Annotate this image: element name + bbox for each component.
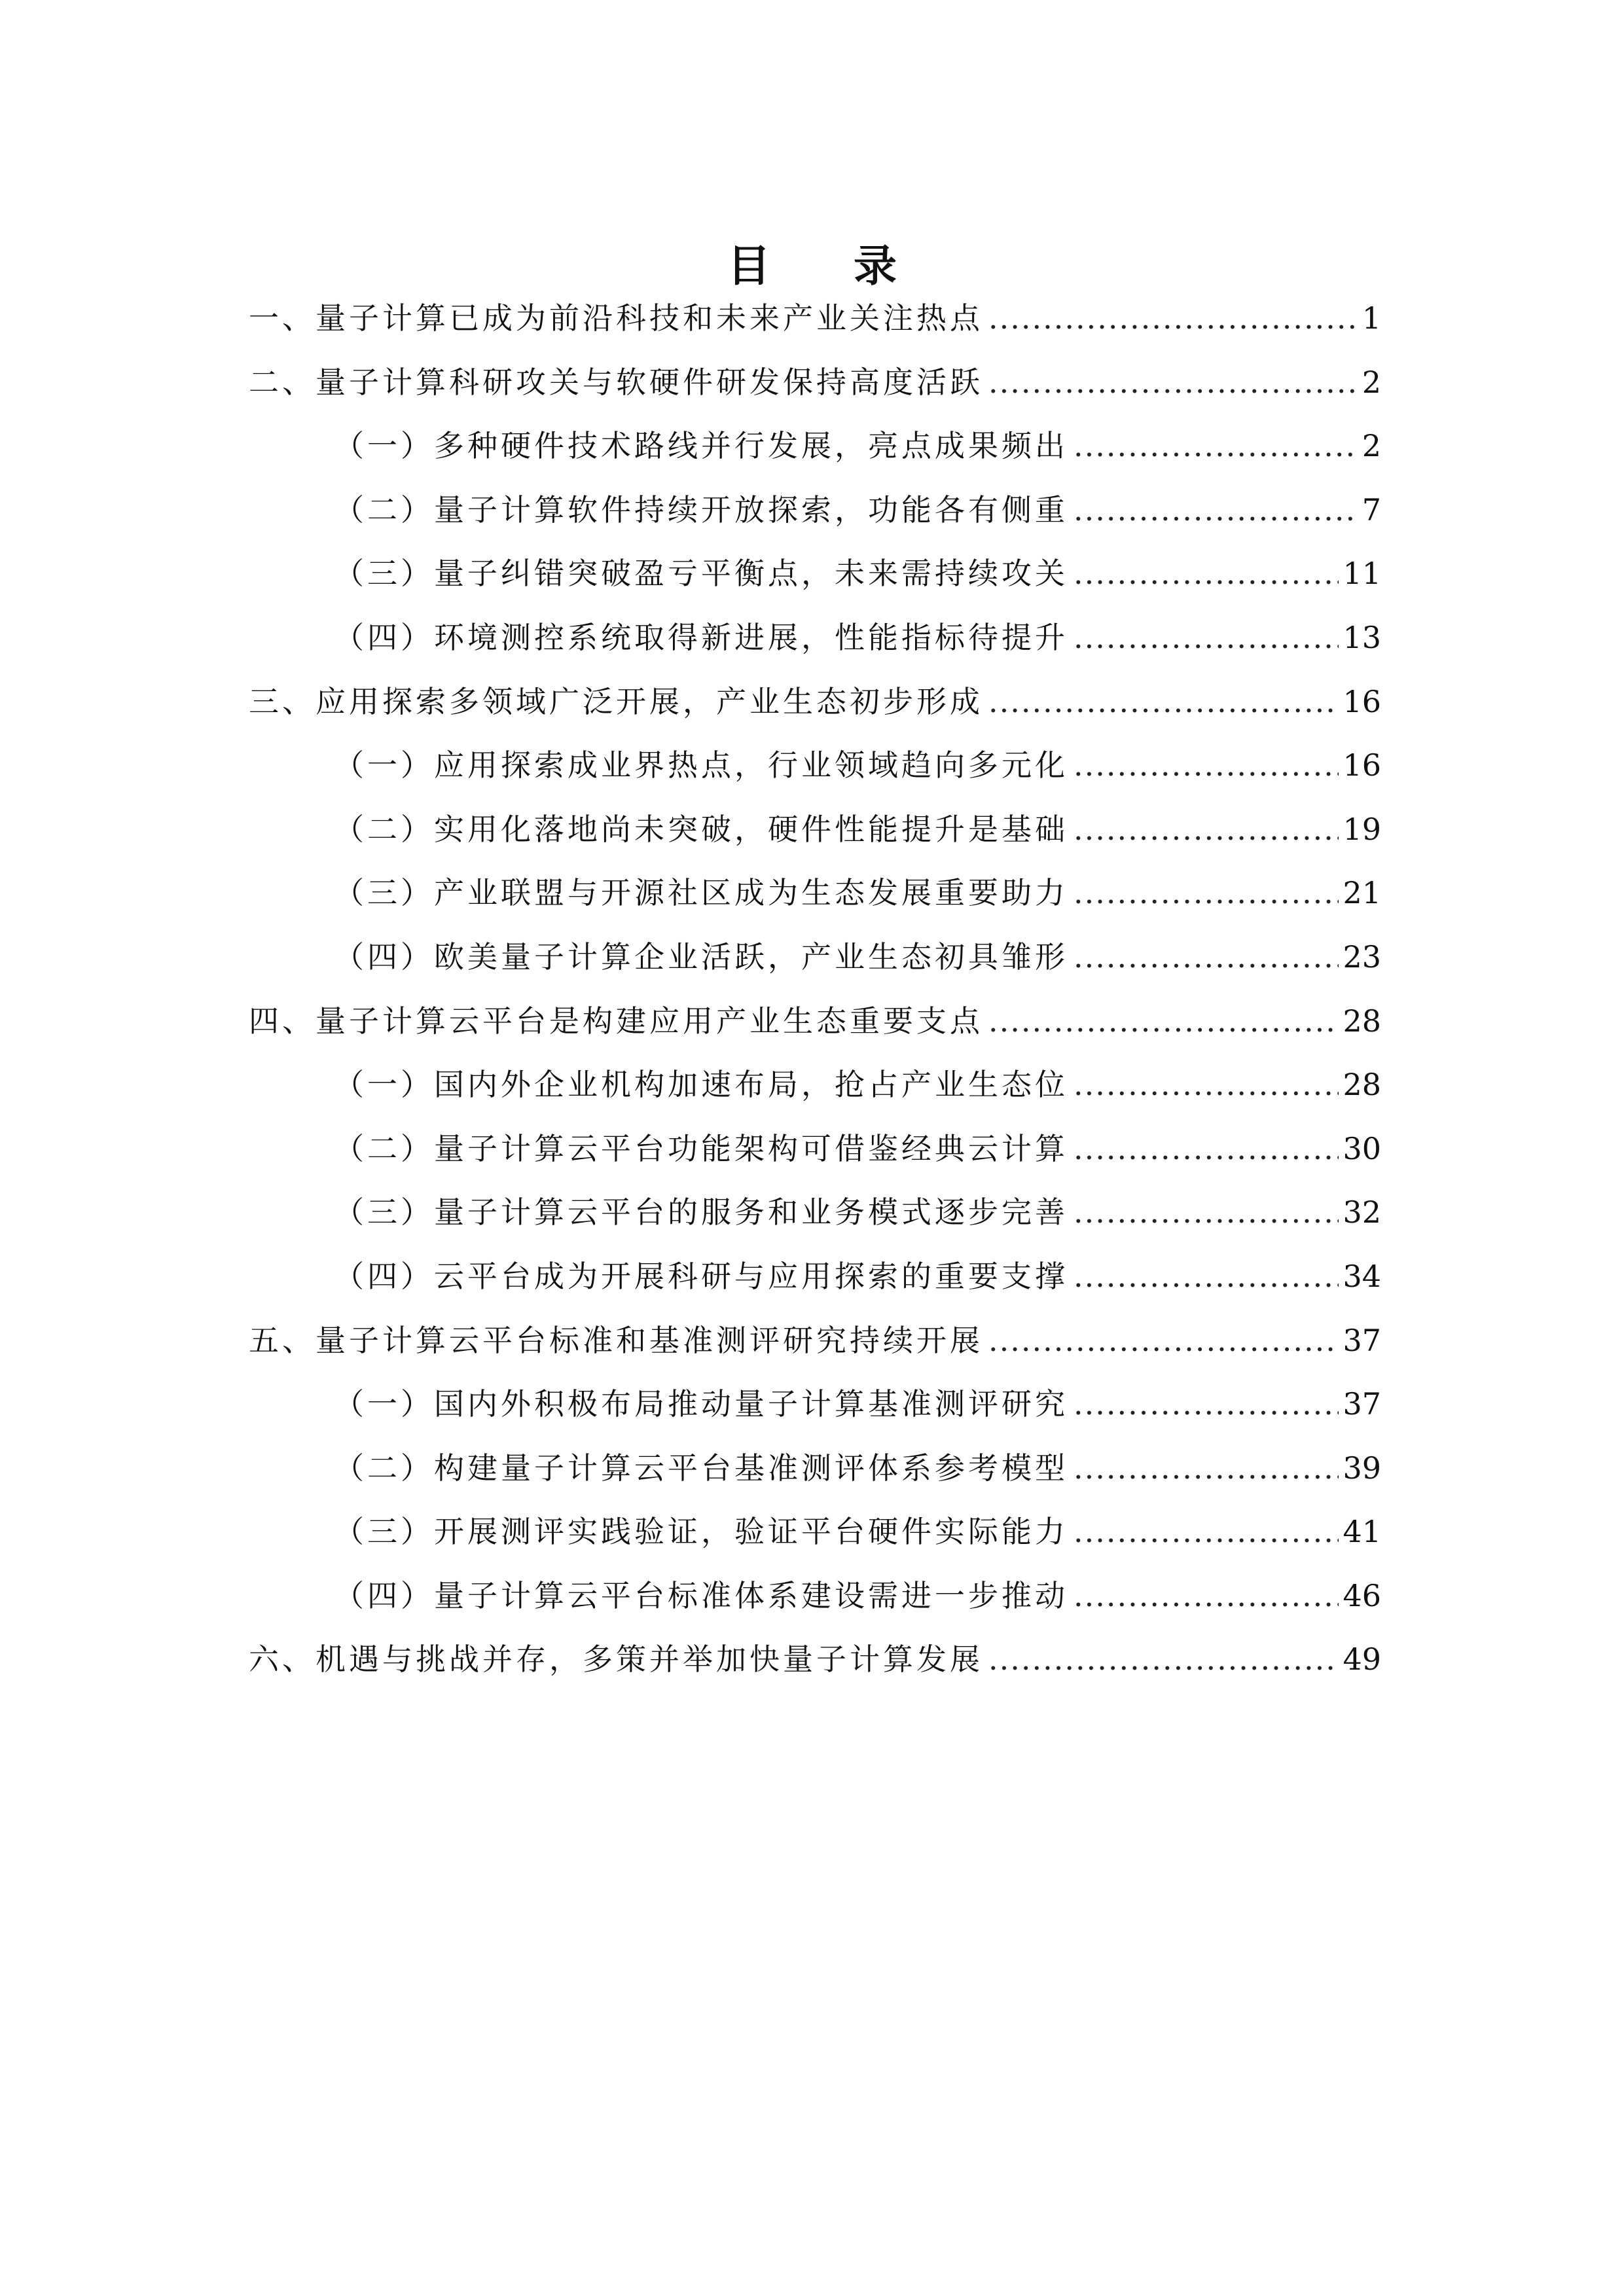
- toc-entry-3-2[interactable]: [249, 798, 1381, 862]
- table-of-contents: [249, 287, 1381, 1692]
- toc-page-number: 13: [1343, 619, 1381, 655]
- toc-dot-leader: [1074, 606, 1339, 670]
- toc-dot-leader: [988, 990, 1339, 1054]
- toc-dot-leader: [1074, 861, 1339, 925]
- toc-entry-2-4[interactable]: [249, 606, 1381, 670]
- toc-entry-title: 五、量子计算云平台标准和基准测评研究持续开展: [249, 1322, 983, 1358]
- toc-entry-title: 四、量子计算云平台是构建应用产业生态重要支点: [249, 1003, 983, 1039]
- toc-entry-title: （三）量子纠错突破盈亏平衡点，未来需持续攻关: [334, 556, 1068, 592]
- toc-entry-2-1[interactable]: [249, 414, 1381, 478]
- toc-dot-leader: [1074, 1053, 1339, 1117]
- toc-entry-2-2[interactable]: [249, 478, 1381, 543]
- toc-entry-title: （一）应用探索成业界热点，行业领域趋向多元化: [334, 747, 1068, 783]
- toc-entry-title: 三、应用探索多领域广泛开展，产业生态初步形成: [249, 683, 983, 719]
- toc-dot-leader: [1074, 414, 1358, 478]
- toc-entry-title: （二）量子计算云平台功能架构可借鉴经典云计算: [334, 1130, 1068, 1166]
- toc-entry-title: （二）构建量子计算云平台基准测评体系参考模型: [334, 1450, 1068, 1486]
- toc-entry-title: （三）开展测评实践验证，验证平台硬件实际能力: [334, 1514, 1068, 1550]
- toc-entry-title: （一）国内外积极布局推动量子计算基准测评研究: [334, 1386, 1068, 1422]
- toc-page-number: 23: [1343, 939, 1381, 975]
- toc-entry-title: （三）量子计算云平台的服务和业务模式逐步完善: [334, 1194, 1068, 1230]
- toc-entry-title: （四）量子计算云平台标准体系建设需进一步推动: [334, 1577, 1068, 1613]
- toc-entry-title: （二）量子计算软件持续开放探索，功能各有侧重: [334, 492, 1068, 528]
- toc-entry-4-4[interactable]: [249, 1245, 1381, 1309]
- toc-dot-leader: [1074, 1564, 1339, 1628]
- toc-entry-2-3[interactable]: [249, 542, 1381, 606]
- toc-dot-leader: [1074, 798, 1339, 862]
- toc-dot-leader: [1074, 1117, 1339, 1181]
- toc-entry-3[interactable]: [249, 670, 1381, 734]
- toc-page-number: 37: [1343, 1386, 1381, 1422]
- toc-entry-2[interactable]: [249, 351, 1381, 415]
- toc-entry-title: 二、量子计算科研攻关与软硬件研发保持高度活跃: [249, 364, 983, 400]
- toc-entry-5-3[interactable]: [249, 1500, 1381, 1564]
- toc-entry-4-3[interactable]: [249, 1181, 1381, 1245]
- toc-dot-leader: [988, 351, 1358, 415]
- toc-dot-leader: [1074, 1372, 1339, 1437]
- toc-page-number: 46: [1343, 1577, 1381, 1613]
- toc-entry-3-1[interactable]: [249, 734, 1381, 798]
- toc-dot-leader: [1074, 1437, 1339, 1501]
- toc-page-number: 16: [1343, 683, 1381, 719]
- toc-dot-leader: [1074, 478, 1358, 543]
- toc-page-number: 28: [1343, 1003, 1381, 1039]
- toc-entry-5-2[interactable]: [249, 1437, 1381, 1501]
- toc-entry-4[interactable]: [249, 990, 1381, 1054]
- toc-page-number: 34: [1343, 1258, 1381, 1294]
- toc-page-number: 1: [1362, 300, 1381, 336]
- toc-entry-title: 六、机遇与挑战并存，多策并举加快量子计算发展: [249, 1641, 983, 1677]
- toc-entry-title: （四）云平台成为开展科研与应用探索的重要支撑: [334, 1258, 1068, 1294]
- toc-page-number: 19: [1343, 811, 1381, 847]
- toc-dot-leader: [988, 670, 1339, 734]
- toc-entry-4-2[interactable]: [249, 1117, 1381, 1181]
- toc-dot-leader: [1074, 1245, 1339, 1309]
- toc-page-number: 49: [1343, 1641, 1381, 1677]
- toc-dot-leader: [988, 287, 1358, 351]
- toc-dot-leader: [988, 1628, 1339, 1692]
- toc-dot-leader: [1074, 542, 1339, 606]
- toc-entry-title: （四）欧美量子计算企业活跃，产业生态初具雏形: [334, 939, 1068, 975]
- toc-page-number: 37: [1343, 1322, 1381, 1358]
- toc-page-number: 11: [1343, 556, 1381, 592]
- toc-entry-title: （二）实用化落地尚未突破，硬件性能提升是基础: [334, 811, 1068, 847]
- toc-page-number: 30: [1343, 1130, 1381, 1166]
- toc-entry-5-4[interactable]: [249, 1564, 1381, 1628]
- toc-page-number: 28: [1343, 1067, 1381, 1103]
- toc-entry-title: 一、量子计算已成为前沿科技和未来产业关注热点: [249, 300, 983, 336]
- toc-page-number: 39: [1343, 1450, 1381, 1486]
- toc-entry-title: （三）产业联盟与开源社区成为生态发展重要助力: [334, 875, 1068, 911]
- toc-page-number: 16: [1343, 747, 1381, 783]
- toc-dot-leader: [1074, 734, 1339, 798]
- toc-entry-5-1[interactable]: [249, 1372, 1381, 1437]
- page-title: 目 录: [727, 241, 931, 292]
- toc-entry-title: （一）多种硬件技术路线并行发展，亮点成果频出: [334, 428, 1068, 464]
- toc-entry-3-4[interactable]: [249, 925, 1381, 990]
- toc-dot-leader: [1074, 1181, 1339, 1245]
- toc-page-number: 41: [1343, 1514, 1381, 1550]
- toc-entry-title: （四）环境测控系统取得新进展，性能指标待提升: [334, 619, 1068, 655]
- toc-dot-leader: [1074, 925, 1339, 990]
- toc-dot-leader: [1074, 1500, 1339, 1564]
- toc-page-number: 2: [1362, 428, 1381, 464]
- toc-entry-4-1[interactable]: [249, 1053, 1381, 1117]
- toc-entry-3-3[interactable]: [249, 861, 1381, 925]
- toc-page-number: 7: [1362, 492, 1381, 528]
- toc-entry-6[interactable]: [249, 1628, 1381, 1692]
- toc-page-number: 32: [1343, 1194, 1381, 1230]
- toc-entry-5[interactable]: [249, 1309, 1381, 1373]
- toc-dot-leader: [988, 1309, 1339, 1373]
- toc-page-number: 2: [1362, 364, 1381, 400]
- toc-page-number: 21: [1343, 875, 1381, 911]
- toc-entry-title: （一）国内外企业机构加速布局，抢占产业生态位: [334, 1067, 1068, 1103]
- toc-entry-1[interactable]: [249, 287, 1381, 351]
